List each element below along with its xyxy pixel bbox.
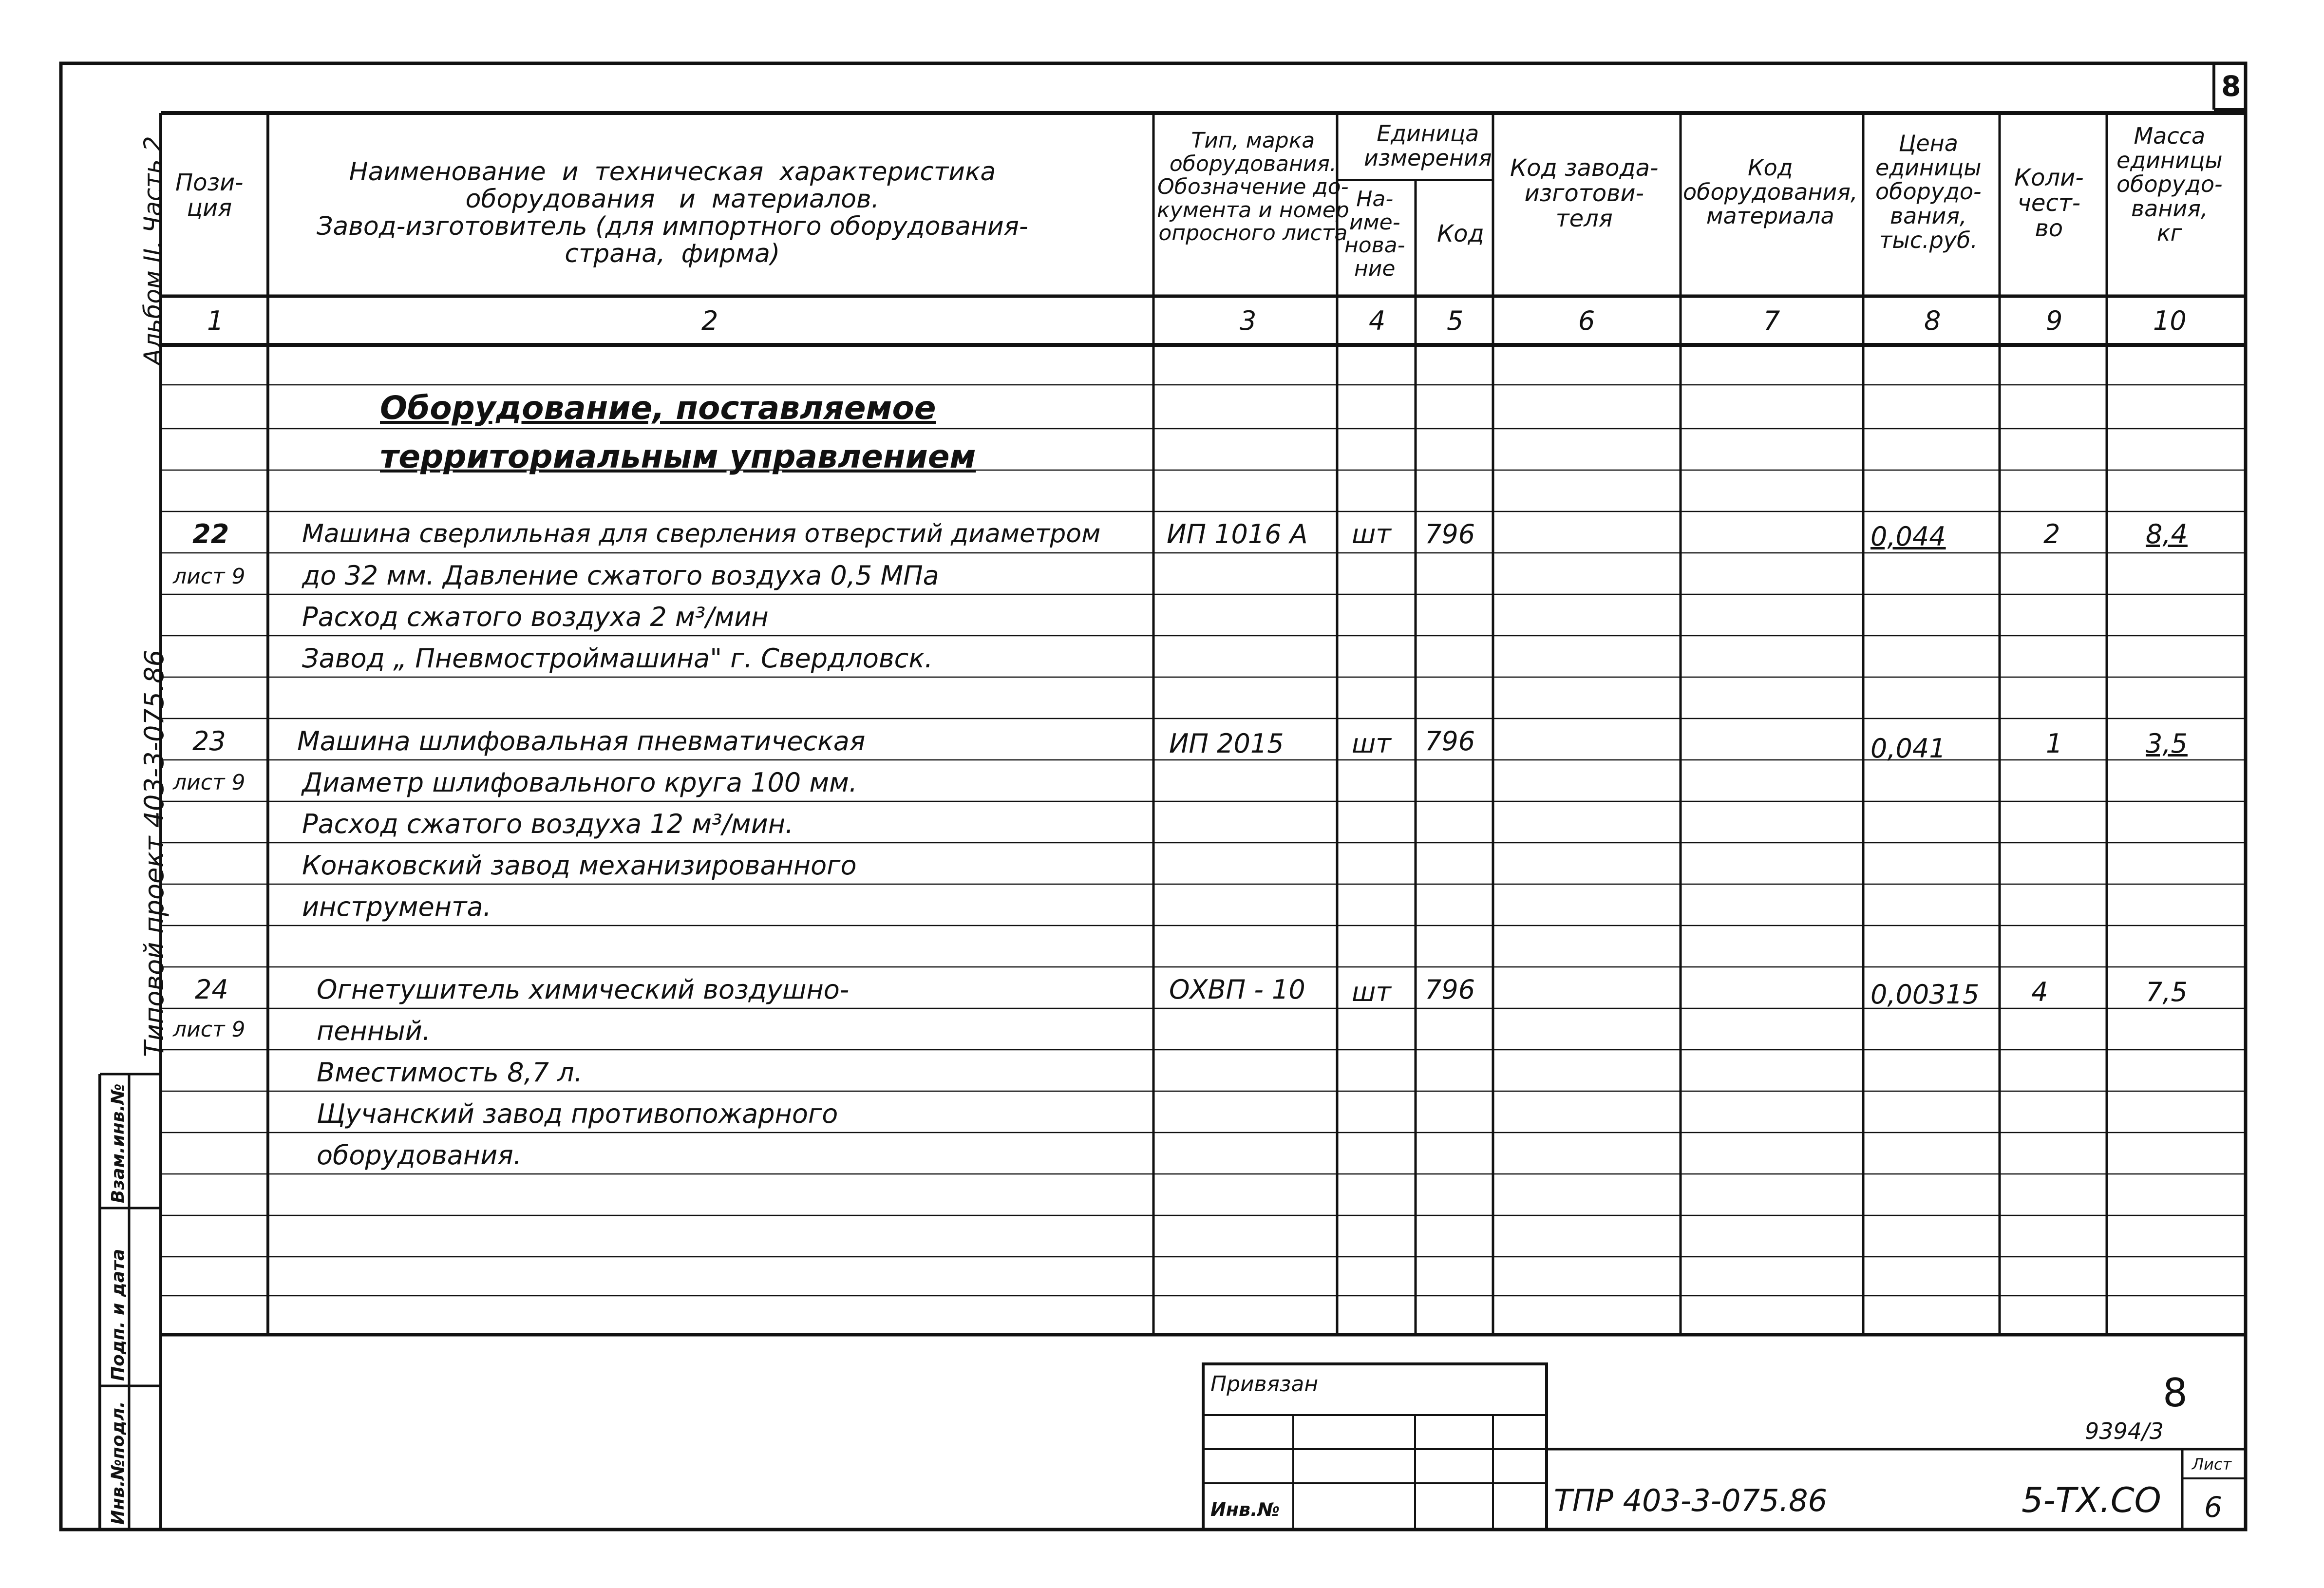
- item-description-line: до 32 мм. Давление сжатого воздуха 0,5 МПа: [302, 560, 939, 591]
- item-type: ИП 1016 А: [1167, 519, 1308, 549]
- item-description-line: Расход сжатого воздуха 12 м³/мин.: [302, 809, 794, 839]
- item-description-line: Диаметр шлифовального круга 100 мм.: [302, 767, 857, 798]
- header-name: Наименование и техническая характеристика оборудования и материалов. Завод-изготовитель (для импортного оборудования- страна, фирма): [317, 157, 1028, 269]
- list-label: Лист: [2192, 1455, 2232, 1474]
- section-title-line-2: территориальным управлением: [380, 438, 976, 475]
- item-quantity: 1: [2046, 728, 2063, 759]
- column-number-10: 10: [2153, 305, 2187, 336]
- page-number: 8: [2221, 70, 2241, 103]
- column-number-9: 9: [2046, 305, 2063, 336]
- item-mass: 8,4: [2146, 519, 2188, 549]
- item-unit-code: 796: [1425, 726, 1475, 756]
- header-mass: Масса единицы оборудо- вания, кг: [2116, 123, 2223, 246]
- item-description-line: Конаковский завод механизированного: [302, 850, 857, 881]
- item-description-line: Машина шлифовальная пневматическая: [297, 726, 866, 756]
- header-type: Тип, марка оборудования. Обозначение до- кумента и номер опросного листа: [1157, 128, 1349, 246]
- album-label: Альбом II. Часть 2: [139, 136, 167, 365]
- item-description-line: Машина сверлильная для сверления отверстий диаметром: [302, 519, 1101, 548]
- handwritten-sheet-number: 8: [2163, 1370, 2188, 1416]
- stamp-field-inv: Инв.№подл.: [108, 1401, 128, 1525]
- item-description-line: Огнетушитель химический воздушно-: [317, 974, 850, 1005]
- item-description-line: пенный.: [317, 1016, 431, 1046]
- column-number-4: 4: [1369, 305, 1386, 336]
- item-sheet-ref: лист 9: [173, 564, 246, 589]
- header-plant-code: Код завода- изготови- теля: [1510, 154, 1659, 232]
- section-title-line-1: Оборудование, поставляемое: [380, 389, 936, 427]
- inventory-number-label: Инв.№: [1210, 1499, 1280, 1520]
- project-label: Типовой проект 403-3-075.86: [139, 650, 170, 1057]
- column-number-6: 6: [1578, 305, 1595, 336]
- column-number-2: 2: [701, 305, 718, 336]
- item-unit: шт: [1352, 728, 1391, 759]
- item-description-line: Расход сжатого воздуха 2 м³/мин: [302, 602, 769, 632]
- column-number-8: 8: [1924, 305, 1941, 336]
- sheet-code: 5-ТХ.СО: [2022, 1480, 2161, 1520]
- item-price: 0,00315: [1871, 979, 1980, 1010]
- item-price: 0,044: [1871, 521, 1946, 552]
- item-unit-code: 796: [1425, 519, 1475, 549]
- item-unit: шт: [1352, 519, 1391, 549]
- header-equipment-code: Код оборудования, материала: [1683, 154, 1858, 229]
- list-number: 6: [2204, 1491, 2222, 1524]
- item-unit-code: 796: [1425, 974, 1475, 1005]
- item-description-line: инструмента.: [302, 891, 491, 922]
- stamp-field-replace: Взам.инв.№: [108, 1083, 128, 1203]
- item-sheet-ref: лист 9: [173, 1017, 246, 1042]
- item-mass: 3,5: [2146, 728, 2188, 759]
- privyazan-label: Привязан: [1210, 1372, 1319, 1397]
- header-unit-group: Единица измерения: [1364, 120, 1492, 171]
- stamp-field-sign: Подп. и дата: [108, 1248, 128, 1381]
- header-position: Пози- ция: [175, 169, 244, 222]
- item-position: 23: [192, 726, 226, 756]
- header-unit-name: На- име- нова- ние: [1344, 187, 1405, 281]
- column-number-5: 5: [1447, 305, 1464, 336]
- order-number: 9394/3: [2085, 1418, 2164, 1444]
- item-description-line: Завод „ Пневмостроймашина" г. Свердловск.: [302, 643, 933, 674]
- item-description-line: оборудования.: [317, 1140, 522, 1171]
- item-position: 24: [195, 974, 228, 1005]
- column-number-7: 7: [1763, 305, 1780, 336]
- item-description-line: Вместимость 8,7 л.: [317, 1057, 583, 1088]
- item-unit: шт: [1352, 977, 1391, 1007]
- header-unit-code: Код: [1437, 220, 1484, 247]
- header-quantity: Коли- чест- во: [2014, 164, 2084, 242]
- item-type: ИП 2015: [1169, 728, 1284, 759]
- item-mass: 7,5: [2146, 977, 2188, 1007]
- column-number-1: 1: [207, 305, 224, 336]
- column-number-3: 3: [1240, 305, 1257, 336]
- header-price: Цена единицы оборудо- вания, тыс.руб.: [1875, 130, 1982, 253]
- item-position: 22: [192, 519, 229, 549]
- item-description-line: Щучанский завод противопожарного: [317, 1098, 838, 1129]
- document-code: ТПР 403-3-075.86: [1554, 1483, 1828, 1518]
- item-price: 0,041: [1871, 733, 1946, 764]
- item-quantity: 4: [2031, 977, 2048, 1007]
- item-quantity: 2: [2043, 519, 2060, 549]
- item-type: ОХВП - 10: [1169, 974, 1305, 1005]
- item-sheet-ref: лист 9: [173, 770, 246, 795]
